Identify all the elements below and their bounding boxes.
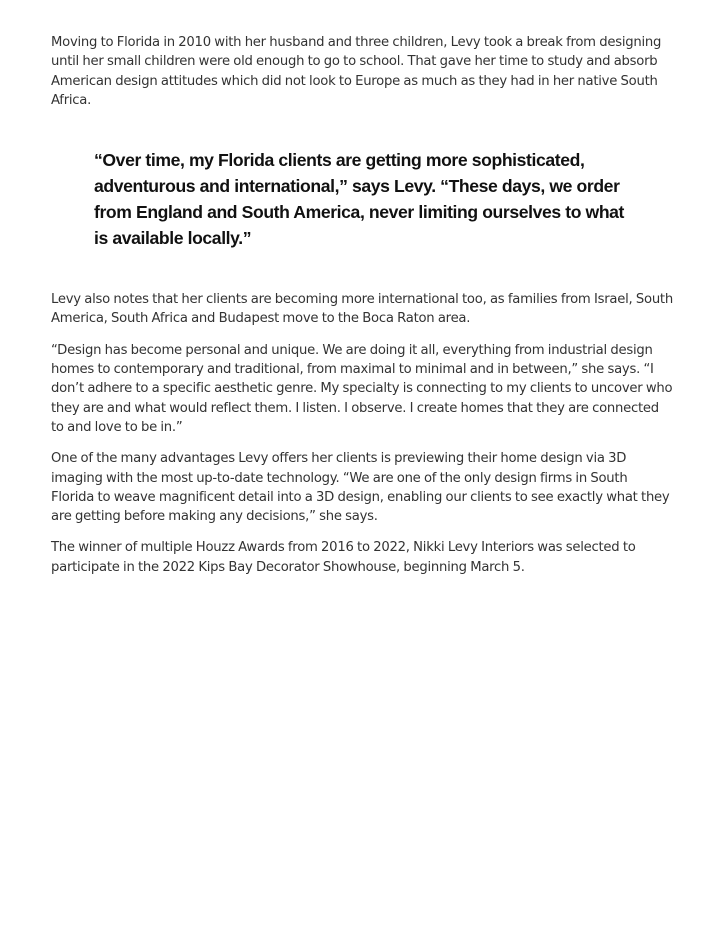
pull-quote: “Over time, my Florida clients are getting more sophisticated, adventurous and international,” says Levy. “These days, we order from England and South America, never limiting ourselves to what is available locally.”: [94, 150, 625, 249]
article-body: [51, 33, 673, 577]
paragraph-international-clients: Levy also notes that her clients are becoming more international too, as families from Israel, South America, South Africa and Budapest move to the Boca Raton area.: [51, 292, 673, 327]
paragraph-moving-to-florida: Moving to Florida in 2010 with her husband and three children, Levy took a break from designing until her small children were old enough to go to school. That gave her time to study and absorb American design attitudes which did not look to Europe as much as they had in her native South Africa.: [51, 35, 662, 108]
paragraph-design-personal: “Design has become personal and unique. We are doing it all, everything from industrial design homes to contemporary and traditional, from maximal to minimal and in between,” she says. “I don’t adhere to a specific aesthetic genre. My specialty is connecting to my clients to uncover who they are and what would reflect them. I listen. I observe. I create homes that they are connected to and love to be in.”: [51, 342, 673, 435]
paragraph-houzz-awards: The winner of multiple Houzz Awards from 2016 to 2022, Nikki Levy Interiors was selected to participate in the 2022 Kips Bay Decorator Showhouse, beginning March 5.: [51, 540, 636, 575]
paragraph-3d-imaging: One of the many advantages Levy offers her clients is previewing their home design via 3D imaging with the most up-to-date technology. “We are one of the only design firms in South Florida to weave magnificent detail into a 3D design, enabling our clients to see exactly what they are getting before making any decisions,” she says.: [51, 451, 670, 525]
